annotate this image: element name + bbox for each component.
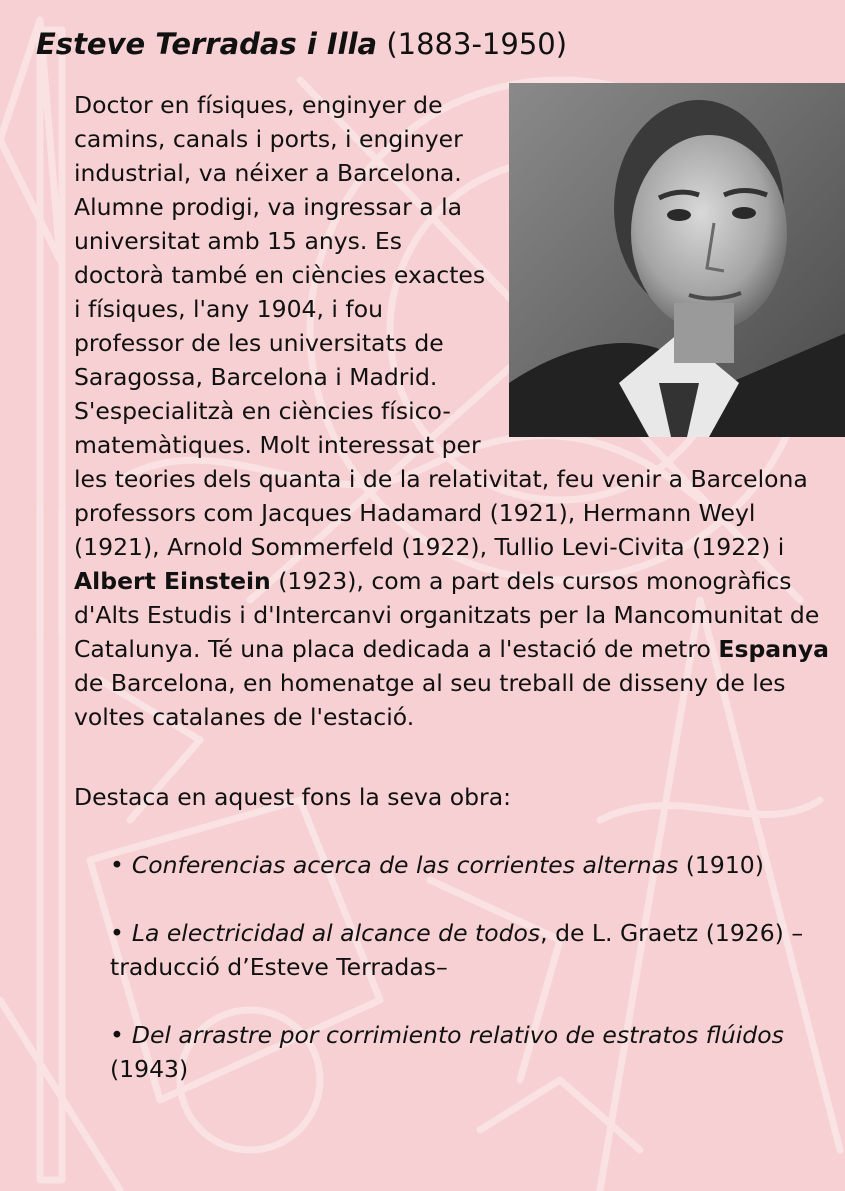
title-years: (1883-1950) <box>386 27 568 61</box>
biography-paragraph: Doctor en físiques, enginyer de camins, canals i ports, i enginyer industrial, va néixer a Barcelona. Alumne prodigi, va ingressar a la universitat amb 15 anys. Es doctorà també en ciències exactes i físiques, l'any 1904, i fou professor de les universitats de Saragossa, Barcelona i Madrid. S'especialitzà en ciències físico-matemàtiques. Molt interessat per les teories dels quanta i de la relativitat, feu venir a Barcelona professors com Jacques Hadamard (1921), Hermann Weyl (1921), Arnold Sommerfeld (1922), Tullio Levi-Civita (1922) i Albert Einstein (1923), com a part dels cursos monogràfics d'Alts Estudis i d'Intercanvi organitzats per la Mancomunitat de Catalunya. Té una placa dedicada a l'estació de metro Espanya de Barcelona, en homenatge al seu treball de disseny de les voltes catalanes de l'estació. <box>74 91 830 731</box>
highlight-espanya: Espanya <box>718 635 830 663</box>
portrait-photo <box>509 83 845 437</box>
works-intro: Destaca en aquest fons la seva obra: <box>74 783 512 811</box>
work-title: Del arrastre por corrimiento relativo de estratos flúidos <box>131 1021 784 1049</box>
works-list <box>110 848 845 1086</box>
list-item: • Conferencias acerca de las corrientes alternas (1910) <box>110 851 764 879</box>
bullet: • <box>110 919 124 947</box>
list-item: • La electricidad al alcance de todos, de L. Graetz (1926) –traducció d’Esteve Terradas– <box>110 919 804 981</box>
highlight-einstein: Albert Einstein <box>74 567 271 595</box>
work-title: La electricidad al alcance de todos <box>131 919 541 947</box>
list-item: • Del arrastre por corrimiento relativo de estratos flúidos (1943) <box>110 1021 784 1083</box>
work-title: Conferencias acerca de las corrientes alternas <box>131 851 679 879</box>
page-title <box>36 22 567 66</box>
body-text <box>74 88 845 1120</box>
bullet: • <box>110 851 124 879</box>
bullet: • <box>110 1021 124 1049</box>
title-name: Esteve Terradas i Illa <box>36 27 378 61</box>
